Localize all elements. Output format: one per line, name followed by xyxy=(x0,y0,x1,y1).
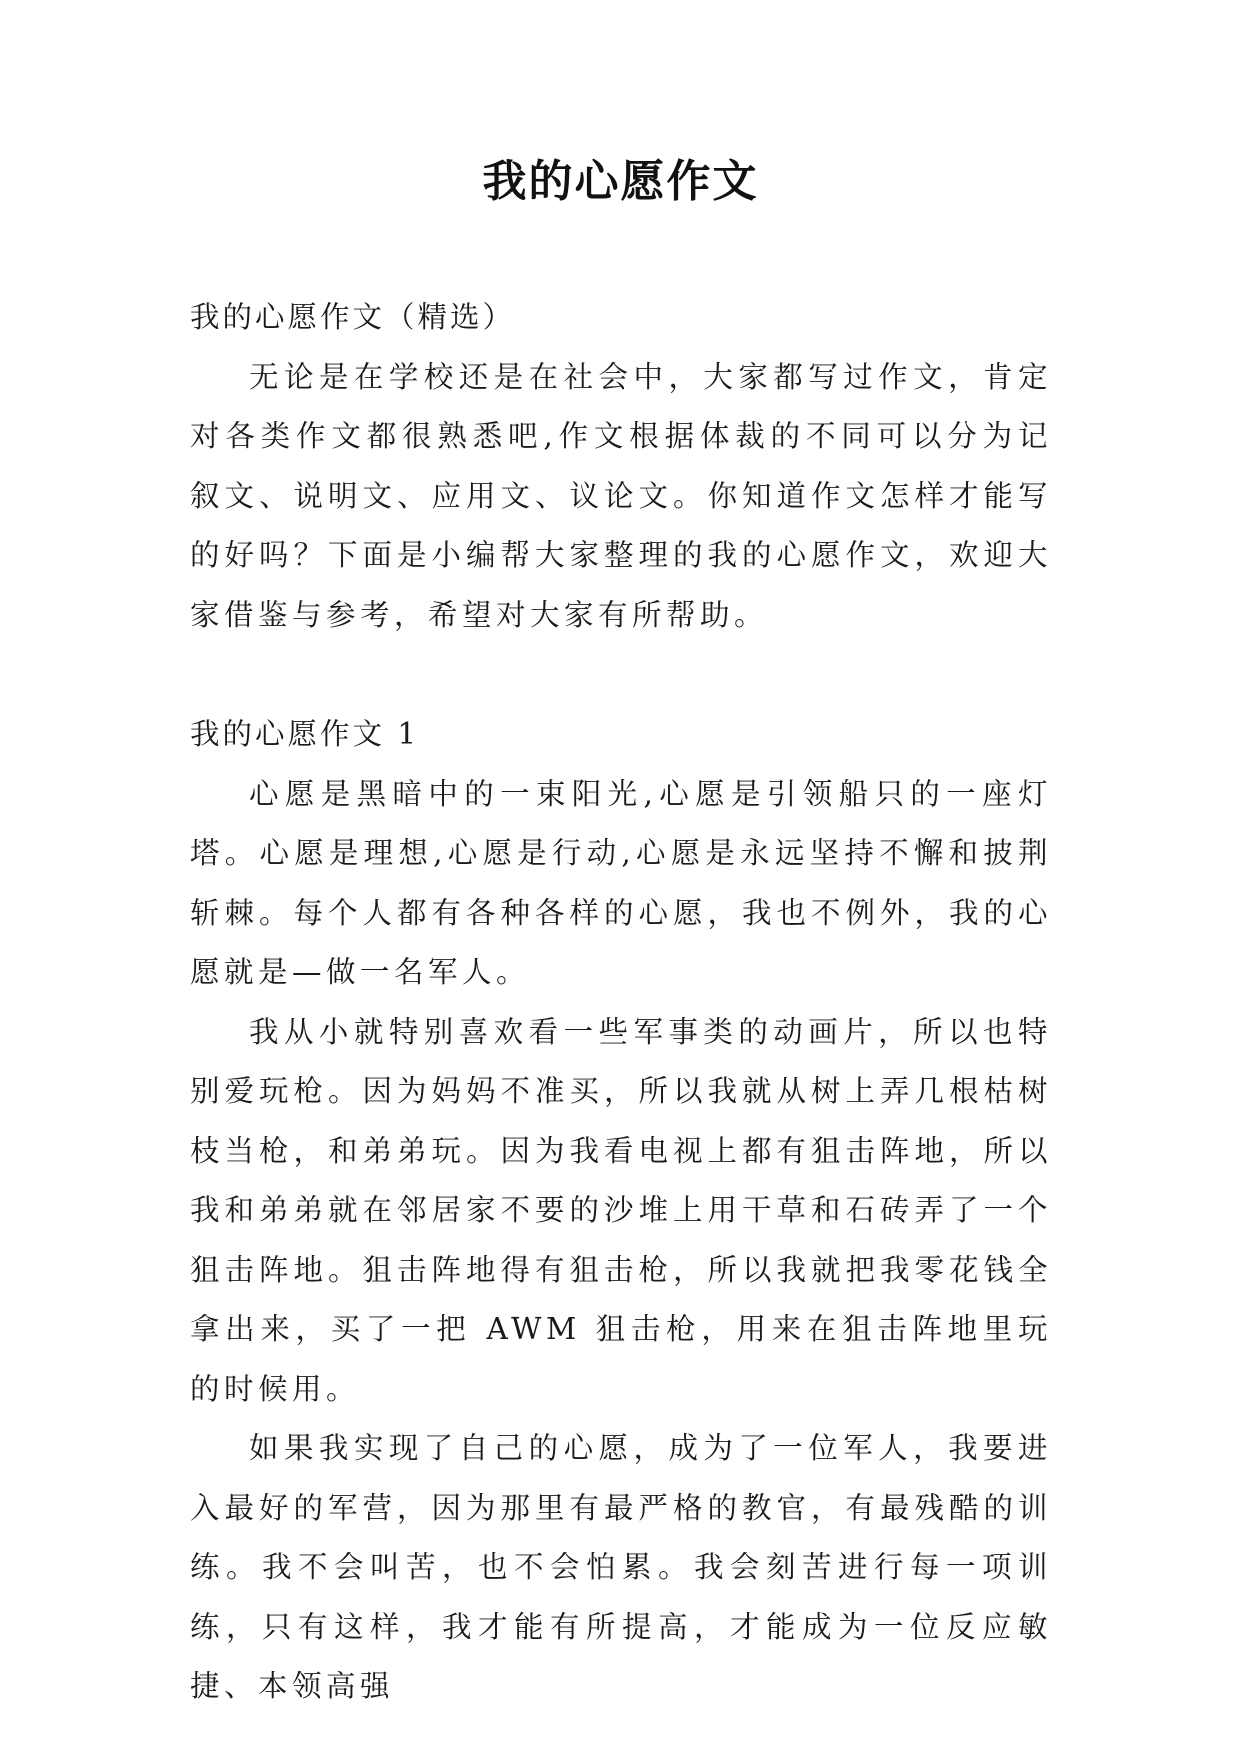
document-body xyxy=(190,288,1052,1717)
document-title: 我的心愿作文 xyxy=(482,156,759,207)
section-spacer xyxy=(190,645,1052,705)
intro-heading: 我的心愿作文（精选） xyxy=(190,300,516,334)
section1-paragraph-1: 心愿是黑暗中的一束阳光,心愿是引领船只的一座灯塔。心愿是理想,心愿是行动,心愿是永远坚持不懈和披荆斩棘。每个人都有各种各样的心愿，我也不例外，我的心愿就是—做一名军人。 xyxy=(190,776,1052,989)
intro-paragraph: 无论是在学校还是在社会中，大家都写过作文，肯定对各类作文都很熟悉吧,作文根据体裁的不同可以分为记叙文、说明文、应用文、议论文。你知道作文怎样才能写的好吗？下面是小编帮大家整理的我的心愿作文，欢迎大家借鉴与参考，希望对大家有所帮助。 xyxy=(190,359,1052,632)
section1-paragraph-2: 我从小就特别喜欢看一些军事类的动画片，所以也特别爱玩枪。因为妈妈不准买，所以我就从树上弄几根枯树枝当枪，和弟弟玩。因为我看电视上都有狙击阵地，所以我和弟弟就在邻居家不要的沙堆上用干草和石砖弄了一个狙击阵地。狙击阵地得有狙击枪，所以我就把我零花钱全拿出来，买了一把 AWM 狙击枪，用来在狙击阵地里玩的时候用。 xyxy=(190,1014,1052,1406)
section1-heading: 我的心愿作文 1 xyxy=(190,717,420,751)
section1-paragraph-3: 如果我实现了自己的心愿，成为了一位军人，我要进入最好的军营，因为那里有最严格的教官，有最残酷的训练。我不会叫苦，也不会怕累。我会刻苦进行每一项训练，只有这样，我才能有所提高，才能成为一位反应敏捷、本领高强 xyxy=(190,1431,1052,1703)
